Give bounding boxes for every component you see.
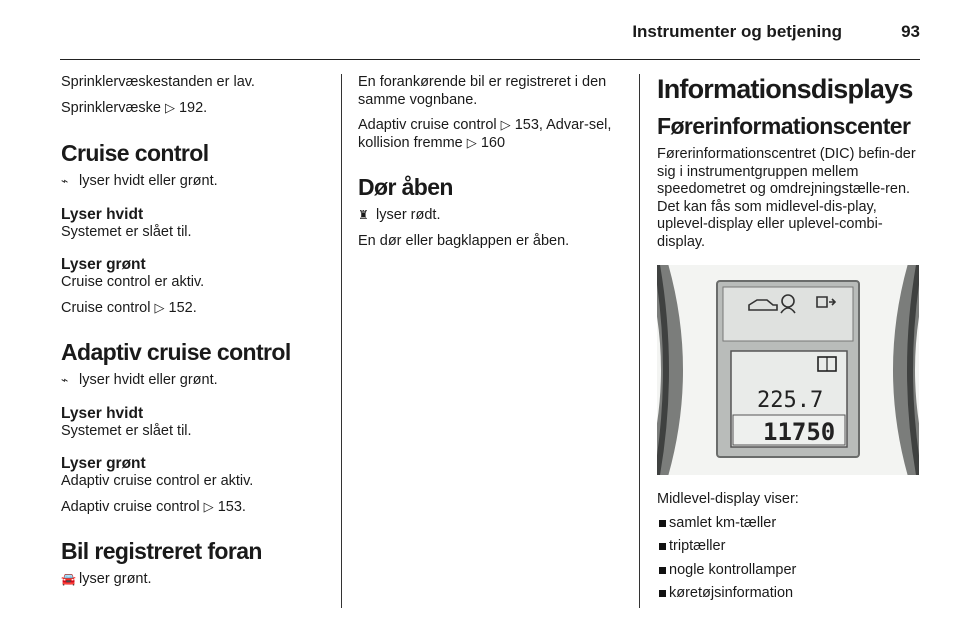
page-ref-arrow-icon: ▷: [203, 499, 214, 515]
chapter-heading: Informationsdisplays: [657, 74, 913, 104]
column-3: [657, 74, 921, 603]
section-heading: Dør åben: [358, 174, 453, 200]
page-ref-arrow-icon: ▷: [466, 135, 477, 151]
cruise-control-icon: ⌁: [61, 174, 69, 188]
paragraph: Systemet er slået til.: [61, 223, 192, 240]
paragraph: Adaptiv cruise control ▷ 153, Advar-sel, kollision fremme ▷ 160: [358, 117, 612, 151]
paragraph: En dør eller bagklappen er åben.: [358, 232, 570, 249]
column-divider: [341, 74, 342, 608]
paragraph: Sprinklervæske ▷ 192.: [61, 99, 208, 116]
paragraph: Sprinklervæskestanden er lav.: [61, 74, 255, 90]
section-heading: Adaptiv cruise control: [61, 339, 291, 365]
paragraph: ♜ lyser rødt.: [358, 207, 441, 223]
vehicle-ahead-icon: 🚘: [61, 572, 76, 586]
odometer-readout: 11750: [763, 418, 836, 446]
page-ref-arrow-icon: ▷: [154, 300, 165, 316]
list-item: køretøjsinformation: [657, 585, 921, 603]
paragraph: Førerinformationscentret (DIC) befin-der sig i instrumentgruppen mellem speedometret og omdrejningstælle-ren. Det kan fås som midlevel-dis-play, uplevel-display eller uplevel-combi-display.: [657, 146, 916, 250]
instrument-display-figure: [657, 265, 919, 475]
subheading: Lyser hvidt: [61, 205, 144, 223]
paragraph: Systemet er slået til.: [61, 422, 192, 439]
column-divider: [639, 74, 640, 608]
section-heading: Førerinformationscenter: [657, 113, 911, 139]
paragraph: En forankørende bil er registreret i den samme vognbane.: [358, 74, 607, 108]
list-item: samlet km-tæller: [657, 515, 921, 533]
subheading: Lyser grønt: [61, 256, 146, 273]
paragraph: Adaptiv cruise control ▷ 153.: [61, 498, 246, 515]
instrument-display-illustration: [657, 265, 919, 475]
section-heading: Bil registreret foran: [61, 538, 262, 564]
page-header: [0, 0, 960, 62]
paragraph: 🚘 lyser grønt.: [61, 571, 152, 587]
adaptive-cruise-control-icon: ⌁: [61, 373, 69, 387]
section-heading: Cruise control: [61, 140, 209, 166]
page-ref-arrow-icon: ▷: [164, 100, 175, 116]
paragraph: Cruise control ▷ 152.: [61, 299, 197, 316]
paragraph: ⌁ lyser hvidt eller grønt.: [61, 173, 218, 189]
paragraph: Midlevel-display viser:: [657, 491, 799, 507]
bullet-list: [657, 515, 921, 603]
page-ref-arrow-icon: ▷: [500, 118, 511, 133]
header-rule: [60, 59, 920, 60]
subheading: Lyser grønt: [61, 455, 146, 472]
subheading: Lyser hvidt: [61, 404, 144, 422]
paragraph: ⌁ lyser hvidt eller grønt.: [61, 372, 218, 388]
column-1: [61, 74, 333, 589]
page-number: 93: [901, 22, 920, 41]
paragraph: Cruise control er aktiv.: [61, 274, 205, 290]
column-2: [358, 74, 620, 250]
list-item: nogle kontrollamper: [657, 562, 921, 580]
list-item: triptæller: [657, 538, 921, 556]
header-title: Instrumenter og betjening: [632, 22, 842, 41]
trip-readout: 225.7: [757, 388, 824, 413]
paragraph: Adaptiv cruise control er aktiv.: [61, 473, 254, 489]
door-open-icon: ♜: [358, 208, 369, 222]
